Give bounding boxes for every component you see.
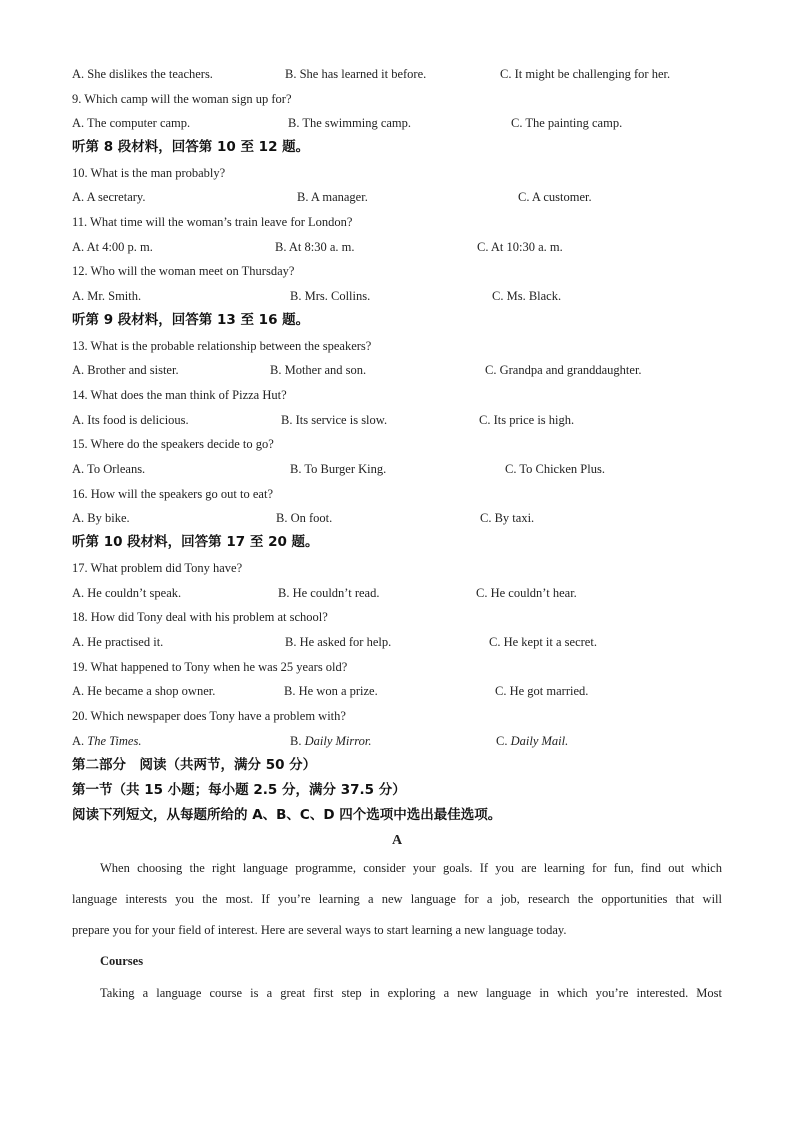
paragraph-line: prepare you for your field of interest. Here are several ways to start learning a new language today.	[72, 923, 567, 937]
option-text: Daily Mirror.	[304, 734, 372, 748]
option-b: B. Its service is slow.	[281, 413, 388, 427]
option-b: B. He couldn’t read.	[278, 586, 380, 600]
option-b: B. To Burger King.	[290, 462, 387, 476]
option-a: A. Brother and sister.	[72, 363, 179, 377]
option-b: B. He won a prize.	[284, 684, 378, 698]
option-text: The Times.	[87, 734, 142, 748]
option-c: C. A customer.	[518, 190, 592, 204]
paragraph-line: language interests you the most. If you’re learning a new language for a job, research the opportunities that will	[72, 892, 722, 906]
question-text: 20. Which newspaper does Tony have a problem with?	[72, 709, 346, 723]
question-text: 16. How will the speakers go out to eat?	[72, 487, 273, 501]
section-heading: 第二部分 阅读（共两节，满分 50 分）	[72, 757, 317, 773]
option-b: B. A manager.	[297, 190, 368, 204]
section-heading: 阅读下列短文，从每题所给的 A、B、C、D 四个选项中选出最佳选项。	[72, 807, 502, 823]
option-c: C. It might be challenging for her.	[500, 67, 671, 81]
question-text: 19. What happened to Tony when he was 25 years old?	[72, 660, 348, 674]
option-b: B. Mrs. Collins.	[290, 289, 371, 303]
option-b	[290, 733, 372, 749]
option-a: A. A secretary.	[72, 190, 146, 204]
option-a: A. He practised it.	[72, 635, 164, 649]
section-heading: 听第 8 段材料，回答第 10 至 12 题。	[72, 139, 310, 155]
option-b: B. He asked for help.	[285, 635, 392, 649]
question-text: 12. Who will the woman meet on Thursday?	[72, 264, 295, 278]
question-text: 9. Which camp will the woman sign up for?	[72, 92, 292, 106]
option-c: C. Its price is high.	[479, 413, 575, 427]
question-text: 10. What is the man probably?	[72, 166, 226, 180]
option-a: A. He became a shop owner.	[72, 684, 216, 698]
question-text: 13. What is the probable relationship between the speakers?	[72, 339, 372, 353]
option-c: C. He got married.	[495, 684, 589, 698]
option-c: C. He kept it a secret.	[489, 635, 597, 649]
option-text: Daily Mail.	[510, 734, 569, 748]
question-text: 15. Where do the speakers decide to go?	[72, 437, 274, 451]
section-heading: 第一节（共 15 小题；每小题 2.5 分，满分 37.5 分）	[72, 782, 406, 798]
option-a: A. Its food is delicious.	[72, 413, 189, 427]
option-letter: A.	[72, 734, 88, 748]
option-a: A. He couldn’t speak.	[72, 586, 182, 600]
option-c: C. At 10:30 a. m.	[477, 240, 563, 254]
option-a: A. To Orleans.	[72, 462, 146, 476]
option-b: B. The swimming camp.	[288, 116, 412, 130]
option-a	[72, 733, 141, 749]
option-a: A. She dislikes the teachers.	[72, 67, 213, 81]
option-b: B. On foot.	[276, 511, 333, 525]
passage-label: A	[391, 833, 403, 848]
option-letter: B.	[290, 734, 305, 748]
option-c: C. Ms. Black.	[492, 289, 562, 303]
option-b: B. Mother and son.	[270, 363, 367, 377]
question-text: 11. What time will the woman’s train leave for London?	[72, 215, 353, 229]
question-text: 14. What does the man think of Pizza Hut?	[72, 388, 287, 402]
option-c: C. To Chicken Plus.	[505, 462, 605, 476]
option-b: B. At 8:30 a. m.	[275, 240, 355, 254]
option-b: B. She has learned it before.	[285, 67, 427, 81]
subheading: Courses	[100, 954, 144, 968]
option-a: A. Mr. Smith.	[72, 289, 142, 303]
section-heading: 听第 9 段材料，回答第 13 至 16 题。	[72, 312, 310, 328]
option-c: C. He couldn’t hear.	[476, 586, 577, 600]
question-text: 18. How did Tony deal with his problem at school?	[72, 610, 328, 624]
option-letter: C.	[496, 734, 511, 748]
option-a: A. The computer camp.	[72, 116, 191, 130]
option-c: C. Grandpa and granddaughter.	[485, 363, 642, 377]
option-a: A. By bike.	[72, 511, 130, 525]
option-a: A. At 4:00 p. m.	[72, 240, 153, 254]
option-c: C. By taxi.	[480, 511, 535, 525]
option-c	[496, 733, 568, 749]
paragraph-line: When choosing the right language programme, consider your goals. If you are learning for fun, find out which	[100, 861, 722, 875]
question-text: 17. What problem did Tony have?	[72, 561, 243, 575]
option-c: C. The painting camp.	[511, 116, 623, 130]
section-heading: 听第 10 段材料，回答第 17 至 20 题。	[72, 534, 319, 550]
paragraph-line: Taking a language course is a great first step in exploring a new language in which you’re interested. Most	[100, 986, 722, 1000]
